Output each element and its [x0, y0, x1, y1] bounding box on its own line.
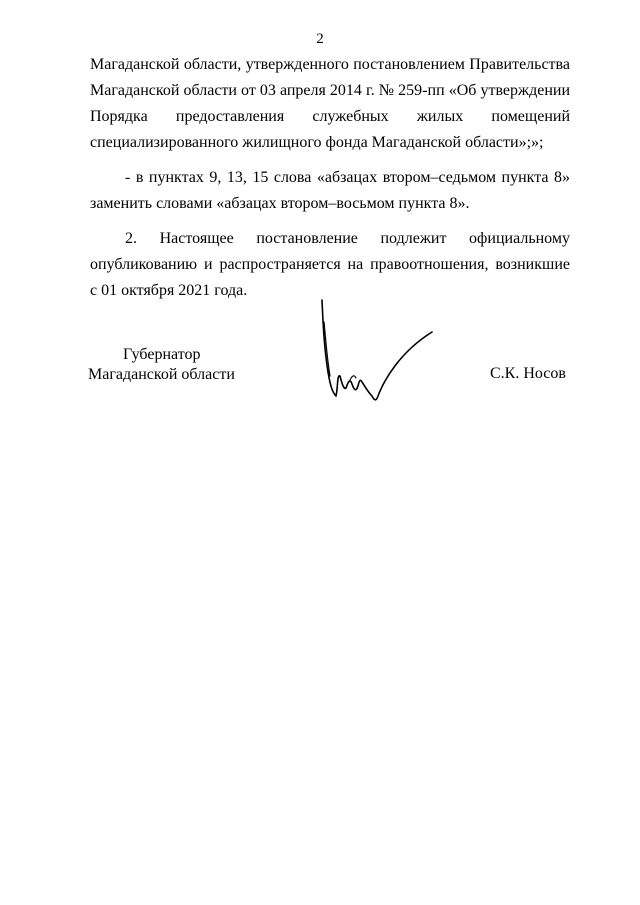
- paragraph-points-replacement: [90, 165, 570, 217]
- text-line: - в пунктах 9, 13, 15 слова «абзацах втором–седьмом пункта 8»: [125, 169, 570, 186]
- signatory-title: [88, 345, 235, 385]
- text-line: с 01 октября 2021 года.: [90, 282, 248, 299]
- handwritten-signature: [310, 292, 440, 412]
- text-line: 2. Настоящее постановление подлежит официальному: [125, 230, 570, 247]
- document-body: [90, 52, 570, 313]
- signatory-region: Магаданской области: [88, 366, 235, 383]
- text-line: Магаданской области, утвержденного постановлением Правительства: [90, 56, 570, 73]
- text-line: опубликованию и распространяется на правоотношения, возникшие: [90, 256, 570, 273]
- text-line: Магаданской области от 03 апреля 2014 г. № 259-пп «Об утверждении: [90, 82, 570, 99]
- signatory-position: Губернатор: [123, 346, 201, 363]
- text-line: заменить словами «абзацах втором–восьмом пункта 8».: [90, 195, 470, 212]
- text-line: специализированного жилищного фонда Магаданской области»;»;: [90, 134, 544, 151]
- text-line: Порядка предоставления служебных жилых помещений: [90, 108, 570, 125]
- page-number: 2: [316, 31, 324, 47]
- signatory-name: С.К. Носов: [490, 365, 566, 382]
- paragraph-amendment-continuation: [90, 52, 570, 156]
